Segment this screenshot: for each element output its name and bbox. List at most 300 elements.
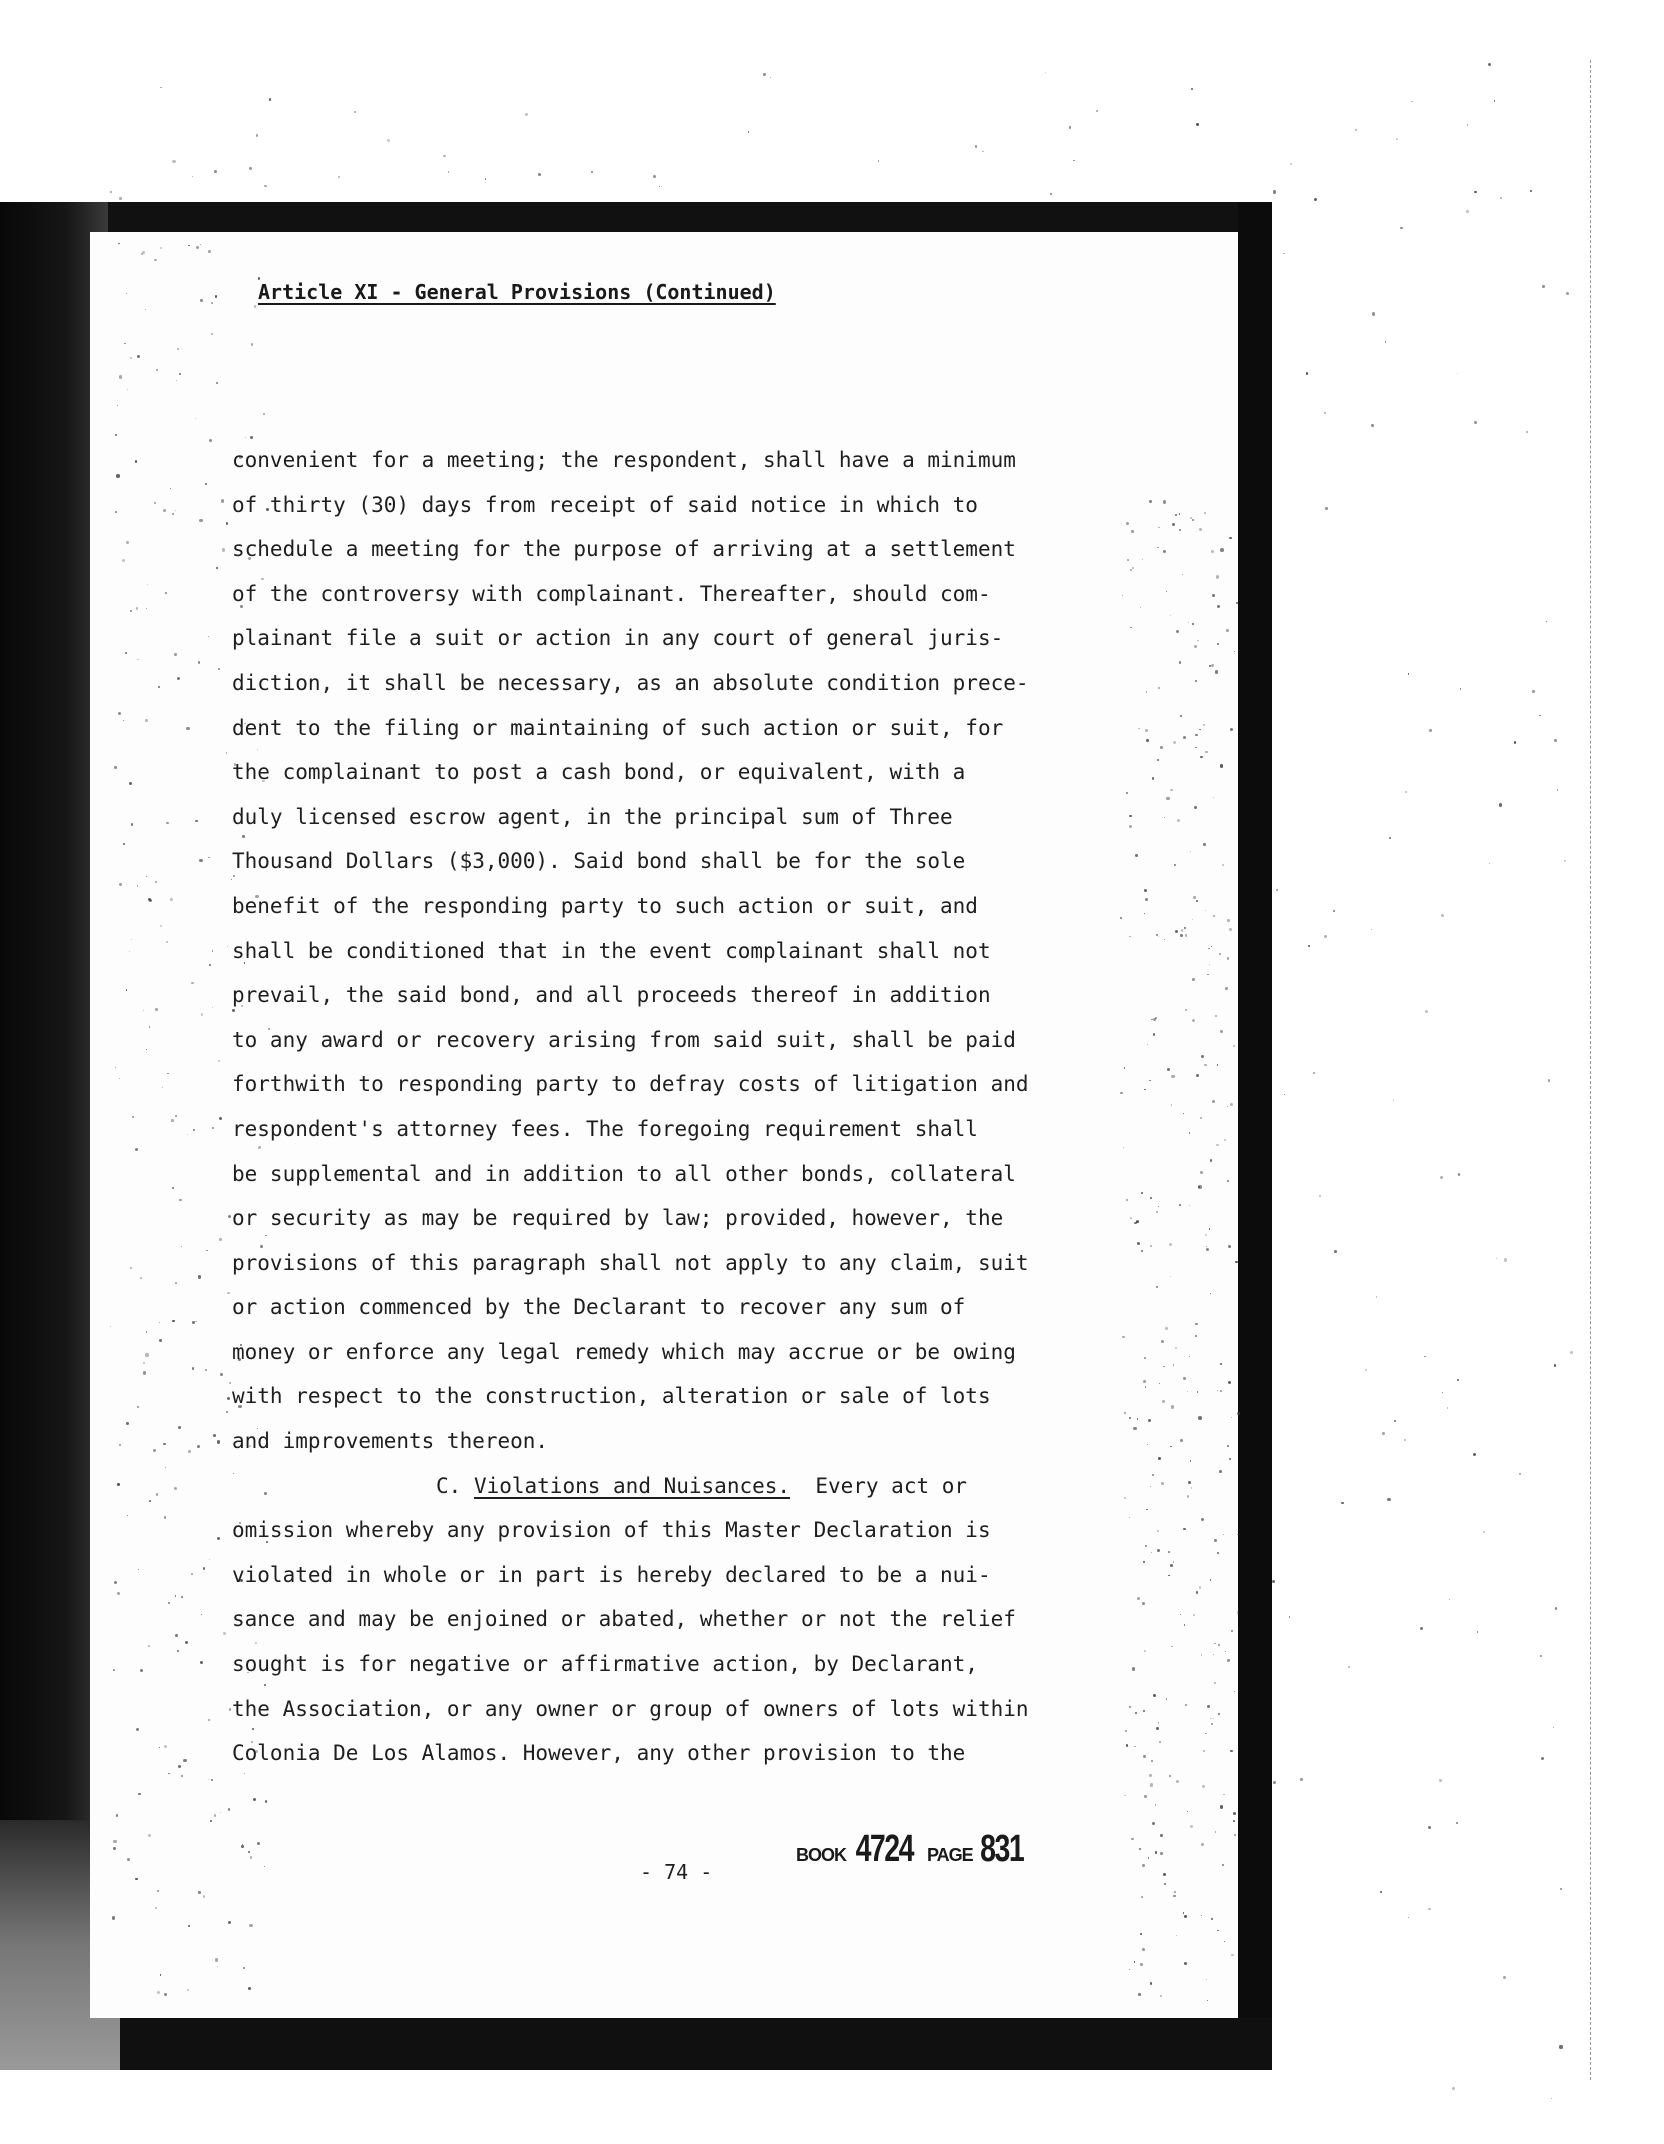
- noise-speck: [209, 1559, 210, 1560]
- noise-speck: [1096, 110, 1098, 112]
- text-line: duly licensed escrow agent, in the principal sum of Three: [232, 804, 953, 829]
- noise-speck: [1503, 1976, 1506, 1979]
- noise-speck: [1157, 1549, 1160, 1552]
- noise-speck: [263, 413, 265, 415]
- noise-speck: [1155, 1804, 1157, 1806]
- noise-speck: [217, 1537, 220, 1540]
- noise-speck: [1161, 1340, 1164, 1343]
- noise-speck: [186, 727, 190, 731]
- noise-speck: [1211, 946, 1212, 947]
- noise-speck: [257, 1842, 260, 1845]
- noise-speck: [1185, 1704, 1187, 1706]
- noise-speck: [1227, 1659, 1230, 1662]
- noise-speck: [1197, 640, 1199, 642]
- noise-speck: [197, 1445, 200, 1448]
- noise-speck: [1228, 1245, 1231, 1248]
- noise-speck: [118, 243, 119, 244]
- noise-speck: [1449, 1599, 1450, 1600]
- noise-speck: [178, 1765, 181, 1768]
- noise-speck: [1389, 837, 1391, 839]
- noise-speck: [1514, 741, 1517, 744]
- noise-speck: [1211, 550, 1214, 553]
- noise-speck: [1208, 948, 1210, 950]
- noise-speck: [1319, 1195, 1321, 1197]
- noise-speck: [1334, 1250, 1337, 1253]
- noise-speck: [177, 677, 180, 680]
- noise-speck: [208, 250, 211, 253]
- noise-speck: [1212, 1100, 1215, 1103]
- noise-speck: [1473, 1453, 1476, 1456]
- noise-speck: [1570, 1351, 1573, 1354]
- text-line: or security as may be required by law; provided, however, the: [232, 1206, 1004, 1231]
- noise-speck: [1162, 1400, 1165, 1403]
- noise-speck: [166, 941, 168, 943]
- noise-speck: [1276, 889, 1278, 891]
- noise-speck: [1195, 734, 1198, 737]
- noise-speck: [1207, 974, 1208, 975]
- noise-speck: [1158, 936, 1159, 937]
- noise-speck: [226, 522, 229, 525]
- noise-speck: [1144, 1795, 1147, 1798]
- noise-speck: [192, 1321, 195, 1324]
- noise-speck: [1382, 1432, 1385, 1435]
- noise-speck: [164, 1993, 167, 1996]
- noise-speck: [1069, 126, 1071, 128]
- noise-speck: [1546, 621, 1547, 622]
- noise-speck: [1196, 1074, 1199, 1077]
- noise-speck: [200, 299, 203, 302]
- noise-speck: [1152, 777, 1155, 780]
- noise-speck: [142, 251, 145, 254]
- noise-speck: [1180, 1439, 1183, 1442]
- page-number: - 74 -: [640, 1860, 713, 1884]
- noise-speck: [1122, 1336, 1125, 1339]
- noise-speck: [208, 1779, 209, 1780]
- noise-speck: [1175, 930, 1178, 933]
- noise-speck: [1150, 1245, 1152, 1247]
- noise-speck: [172, 160, 175, 163]
- noise-speck: [116, 1814, 119, 1817]
- noise-speck: [1532, 690, 1535, 693]
- noise-speck: [1132, 567, 1134, 569]
- noise-speck: [1129, 815, 1132, 818]
- noise-speck: [1206, 1979, 1207, 1980]
- noise-speck: [1190, 1460, 1192, 1462]
- noise-speck: [143, 1010, 144, 1011]
- noise-speck: [269, 98, 272, 101]
- noise-speck: [1149, 1080, 1151, 1082]
- noise-speck: [1213, 1654, 1214, 1655]
- noise-speck: [1123, 1147, 1124, 1148]
- noise-speck: [196, 246, 199, 249]
- text-line: with respect to the construction, alteration or sale of lots: [232, 1384, 991, 1409]
- noise-speck: [119, 197, 122, 200]
- noise-speck: [1405, 791, 1407, 793]
- noise-speck: [1137, 1418, 1138, 1419]
- noise-speck: [1141, 1250, 1143, 1252]
- noise-speck: [1211, 664, 1213, 666]
- noise-speck: [1196, 123, 1199, 126]
- noise-speck: [1425, 1010, 1428, 1013]
- noise-speck: [145, 719, 148, 722]
- noise-speck: [1199, 528, 1202, 531]
- noise-speck: [198, 1891, 201, 1894]
- noise-speck: [1147, 1444, 1148, 1445]
- noise-speck: [982, 151, 984, 153]
- text-line: omission whereby any provision of this Master Declaration is: [232, 1518, 991, 1543]
- noise-speck: [250, 1856, 253, 1859]
- noise-speck: [116, 474, 119, 477]
- noise-speck: [1394, 1420, 1396, 1422]
- noise-speck: [1146, 691, 1147, 692]
- noise-speck: [176, 380, 177, 381]
- noise-speck: [1185, 1009, 1187, 1011]
- noise-speck: [1188, 1481, 1191, 1484]
- noise-speck: [198, 661, 201, 664]
- noise-speck: [1223, 1534, 1224, 1535]
- noise-speck: [1143, 1380, 1146, 1383]
- noise-speck: [1230, 728, 1233, 731]
- noise-speck: [387, 139, 390, 142]
- noise-speck: [213, 1434, 216, 1437]
- noise-speck: [1380, 1891, 1382, 1893]
- noise-speck: [1132, 1667, 1135, 1670]
- noise-speck: [216, 382, 218, 384]
- noise-speck: [1144, 913, 1145, 914]
- noise-speck: [1496, 1258, 1497, 1259]
- noise-speck: [1424, 1356, 1425, 1357]
- noise-speck: [1217, 605, 1220, 608]
- noise-speck: [1196, 1591, 1199, 1594]
- noise-speck: [1220, 764, 1223, 767]
- noise-speck: [1237, 1611, 1239, 1613]
- noise-speck: [137, 885, 139, 887]
- noise-speck: [1156, 934, 1158, 936]
- noise-speck: [1155, 1017, 1157, 1019]
- text-line: or action commenced by the Declarant to recover any sum of: [232, 1295, 966, 1320]
- noise-speck: [136, 607, 138, 609]
- text-line: money or enforce any legal remedy which may accrue or be owing: [232, 1339, 1016, 1364]
- noise-speck: [1158, 1457, 1161, 1460]
- noise-speck: [1341, 1502, 1344, 1505]
- noise-speck: [1557, 789, 1559, 791]
- noise-speck: [192, 1367, 195, 1370]
- noise-speck: [1050, 193, 1052, 195]
- noise-speck: [1217, 1930, 1219, 1932]
- noise-speck: [1156, 1211, 1158, 1213]
- noise-speck: [219, 1238, 222, 1241]
- noise-speck: [1210, 1159, 1213, 1162]
- noise-speck: [1365, 1369, 1367, 1371]
- noise-speck: [1137, 1242, 1140, 1245]
- noise-speck: [1408, 673, 1410, 675]
- noise-speck: [1408, 1917, 1409, 1918]
- book-label: BOOK: [796, 1845, 846, 1865]
- noise-speck: [135, 1878, 138, 1881]
- noise-speck: [1348, 1666, 1350, 1668]
- text-line: prevail, the said bond, and all proceeds thereof in addition: [232, 983, 991, 1008]
- noise-speck: [1199, 729, 1201, 731]
- text-line: violated in whole or in part is hereby declared to be a nui-: [232, 1562, 991, 1587]
- noise-speck: [1220, 548, 1224, 552]
- noise-speck: [1477, 1631, 1478, 1632]
- noise-speck: [1195, 1335, 1197, 1337]
- noise-speck: [1283, 253, 1285, 255]
- noise-speck: [148, 1645, 150, 1647]
- noise-speck: [1235, 1261, 1237, 1263]
- noise-speck: [256, 134, 258, 136]
- noise-speck: [1324, 412, 1326, 414]
- noise-speck: [1205, 1733, 1206, 1734]
- noise-speck: [149, 1026, 151, 1028]
- noise-speck: [126, 541, 129, 544]
- noise-speck: [1158, 1206, 1159, 1207]
- noise-speck: [212, 1007, 213, 1008]
- noise-speck: [1156, 1286, 1158, 1288]
- noise-speck: [1168, 1551, 1170, 1553]
- noise-speck: [1420, 1627, 1423, 1630]
- noise-speck: [1226, 629, 1229, 632]
- noise-speck: [1145, 898, 1148, 901]
- noise-speck: [1134, 1222, 1137, 1225]
- noise-speck: [216, 567, 218, 569]
- noise-speck: [1560, 1888, 1562, 1890]
- noise-speck: [1219, 953, 1220, 954]
- noise-speck: [156, 369, 158, 371]
- noise-speck: [1428, 1826, 1431, 1829]
- noise-speck: [1137, 1597, 1140, 1600]
- section-c-label: C.: [436, 1473, 462, 1498]
- noise-speck: [485, 178, 486, 179]
- noise-speck: [200, 244, 201, 245]
- noise-speck: [1183, 1377, 1186, 1380]
- noise-speck: [212, 1127, 214, 1129]
- noise-speck: [175, 1634, 178, 1637]
- noise-speck: [1173, 741, 1176, 744]
- noise-speck: [1045, 72, 1046, 73]
- noise-speck: [1175, 514, 1177, 516]
- noise-speck: [1227, 1445, 1229, 1447]
- noise-speck: [1218, 1713, 1220, 1715]
- noise-speck: [1191, 88, 1193, 90]
- noise-speck: [1120, 1092, 1123, 1095]
- noise-speck: [1564, 860, 1566, 862]
- text-line: dent to the filing or maintaining of such action or suit, for: [232, 715, 1004, 740]
- noise-speck: [1171, 1104, 1172, 1105]
- noise-speck: [1130, 569, 1132, 571]
- noise-speck: [1324, 935, 1327, 938]
- noise-speck: [215, 1958, 218, 1961]
- text-line: to any award or recovery arising from said suit, shall be paid: [232, 1027, 1016, 1052]
- text-line: sance and may be enjoined or abated, whether or not the relief: [232, 1607, 1016, 1632]
- noise-speck: [1151, 1019, 1153, 1021]
- text-line: of thirty (30) days from receipt of said notice in which to: [232, 492, 978, 517]
- noise-speck: [1308, 945, 1310, 947]
- noise-speck: [1499, 803, 1502, 806]
- text-line: be supplemental and in addition to all other bonds, collateral: [232, 1161, 1016, 1186]
- noise-speck: [1159, 1741, 1161, 1743]
- noise-speck: [1548, 1079, 1550, 1081]
- noise-speck: [1494, 100, 1495, 101]
- noise-speck: [1325, 507, 1328, 510]
- noise-speck: [1541, 1757, 1544, 1760]
- noise-speck: [1229, 537, 1232, 540]
- book-page-stamp: [796, 1828, 1030, 1871]
- scan-border-right: [1238, 202, 1272, 2050]
- noise-speck: [1217, 1064, 1218, 1065]
- noise-speck: [112, 1916, 115, 1919]
- noise-speck: [1160, 1995, 1162, 1997]
- noise-speck: [1212, 594, 1215, 597]
- noise-speck: [1194, 645, 1197, 648]
- noise-speck: [1179, 661, 1181, 663]
- scan-border-bottom: [0, 2018, 1272, 2070]
- noise-speck: [448, 171, 450, 173]
- text-line: shall be conditioned that in the event complainant shall not: [232, 938, 991, 963]
- text-line: schedule a meeting for the purpose of arriving at a settlement: [232, 537, 1016, 562]
- noise-speck: [126, 989, 127, 990]
- noise-speck: [130, 610, 132, 612]
- noise-speck: [653, 175, 656, 178]
- noise-speck: [748, 131, 750, 133]
- noise-speck: [1488, 63, 1491, 66]
- noise-speck: [1207, 2000, 1208, 2001]
- noise-speck: [1223, 1794, 1224, 1795]
- noise-speck: [1192, 1019, 1195, 1022]
- noise-speck: [1393, 1100, 1395, 1102]
- noise-speck: [1233, 1812, 1236, 1815]
- noise-speck: [1139, 1848, 1141, 1850]
- noise-speck: [1489, 863, 1490, 864]
- noise-speck: [1272, 1580, 1275, 1583]
- noise-speck: [1134, 1746, 1136, 1748]
- noise-speck: [1371, 929, 1372, 930]
- noise-speck: [162, 1087, 163, 1088]
- noise-speck: [1289, 1616, 1291, 1618]
- noise-speck: [177, 348, 179, 350]
- noise-speck: [145, 1353, 149, 1357]
- noise-speck: [1187, 1495, 1190, 1498]
- text-line: of the controversy with complainant. Thereafter, should com-: [232, 581, 991, 606]
- noise-speck: [1566, 292, 1569, 295]
- noise-speck: [1237, 1534, 1238, 1535]
- text-line: the Association, or any owner or group of owners of lots within: [232, 1696, 1029, 1721]
- noise-speck: [208, 857, 210, 859]
- noise-speck: [1519, 1473, 1521, 1475]
- noise-speck: [1542, 285, 1545, 288]
- noise-speck: [1151, 1552, 1152, 1553]
- noise-speck: [1429, 729, 1432, 732]
- noise-speck: [1210, 1718, 1211, 1719]
- noise-speck: [218, 1060, 220, 1062]
- noise-speck: [163, 509, 166, 512]
- text-line: forthwith to responding party to defray costs of litigation and: [232, 1072, 1029, 1097]
- noise-speck: [1539, 715, 1541, 717]
- noise-speck: [1554, 739, 1557, 742]
- noise-speck: [1188, 622, 1189, 623]
- noise-speck: [1169, 1775, 1171, 1777]
- text-line: provisions of this paragraph shall not apply to any claim, suit: [232, 1250, 1029, 1275]
- noise-speck: [110, 191, 112, 193]
- noise-speck: [1460, 688, 1462, 690]
- noise-speck: [253, 1798, 256, 1801]
- noise-speck: [228, 1921, 231, 1924]
- noise-speck: [212, 950, 213, 951]
- noise-speck: [1387, 1498, 1390, 1501]
- noise-speck: [1233, 1820, 1235, 1822]
- noise-speck: [1150, 1982, 1153, 1985]
- noise-speck: [1170, 789, 1173, 792]
- noise-speck: [123, 843, 125, 845]
- noise-speck: [1526, 431, 1528, 433]
- document-body: [232, 438, 1112, 1776]
- noise-speck: [1371, 424, 1374, 427]
- noise-speck: [175, 1115, 177, 1117]
- noise-speck: [140, 1669, 143, 1672]
- noise-speck: [1169, 1243, 1172, 1246]
- noise-speck: [140, 1277, 142, 1279]
- noise-speck: [1142, 1864, 1145, 1867]
- noise-speck: [1447, 1407, 1448, 1408]
- noise-speck: [1457, 1379, 1459, 1381]
- noise-speck: [1195, 1323, 1198, 1326]
- noise-speck: [218, 668, 220, 670]
- noise-speck: [264, 185, 267, 188]
- scan-margin-line: [1590, 60, 1592, 2080]
- text-line: respondent's attorney fees. The foregoing requirement shall: [232, 1116, 978, 1141]
- noise-speck: [205, 483, 207, 485]
- noise-speck: [1313, 1072, 1315, 1074]
- noise-speck: [1530, 190, 1532, 192]
- noise-speck: [1467, 124, 1469, 126]
- noise-speck: [1474, 421, 1477, 424]
- text-line: Colonia De Los Alamos. However, any other provision to the: [232, 1741, 966, 1766]
- noise-speck: [1158, 527, 1159, 528]
- noise-speck: [1284, 1094, 1285, 1095]
- noise-speck: [183, 1759, 186, 1762]
- noise-speck: [1456, 1822, 1459, 1825]
- noise-speck: [1551, 2098, 1552, 2099]
- noise-speck: [1213, 797, 1214, 798]
- noise-speck: [1442, 1392, 1443, 1393]
- noise-speck: [1153, 1694, 1156, 1697]
- noise-speck: [1213, 1718, 1215, 1720]
- page-label: PAGE: [927, 1845, 973, 1865]
- noise-speck: [211, 333, 213, 335]
- noise-speck: [188, 1925, 190, 1927]
- noise-speck: [1466, 210, 1469, 213]
- noise-speck: [1172, 523, 1175, 526]
- noise-speck: [241, 1845, 244, 1848]
- noise-speck: [226, 752, 228, 754]
- noise-speck: [1411, 101, 1413, 103]
- noise-speck: [1146, 739, 1149, 742]
- noise-speck: [1140, 1963, 1143, 1966]
- noise-speck: [168, 1773, 170, 1775]
- noise-speck: [443, 155, 446, 158]
- noise-speck: [171, 1119, 173, 1121]
- noise-speck: [878, 160, 880, 162]
- noise-speck: [1182, 574, 1183, 575]
- text-line: Thousand Dollars ($3,000). Said bond shall be for the sole: [232, 849, 966, 874]
- noise-speck: [1441, 914, 1444, 917]
- noise-speck: [770, 77, 771, 78]
- noise-speck: [1227, 957, 1230, 960]
- noise-speck: [1171, 1075, 1174, 1078]
- noise-speck: [1140, 607, 1141, 608]
- noise-speck: [185, 1641, 188, 1644]
- noise-speck: [1193, 1614, 1195, 1616]
